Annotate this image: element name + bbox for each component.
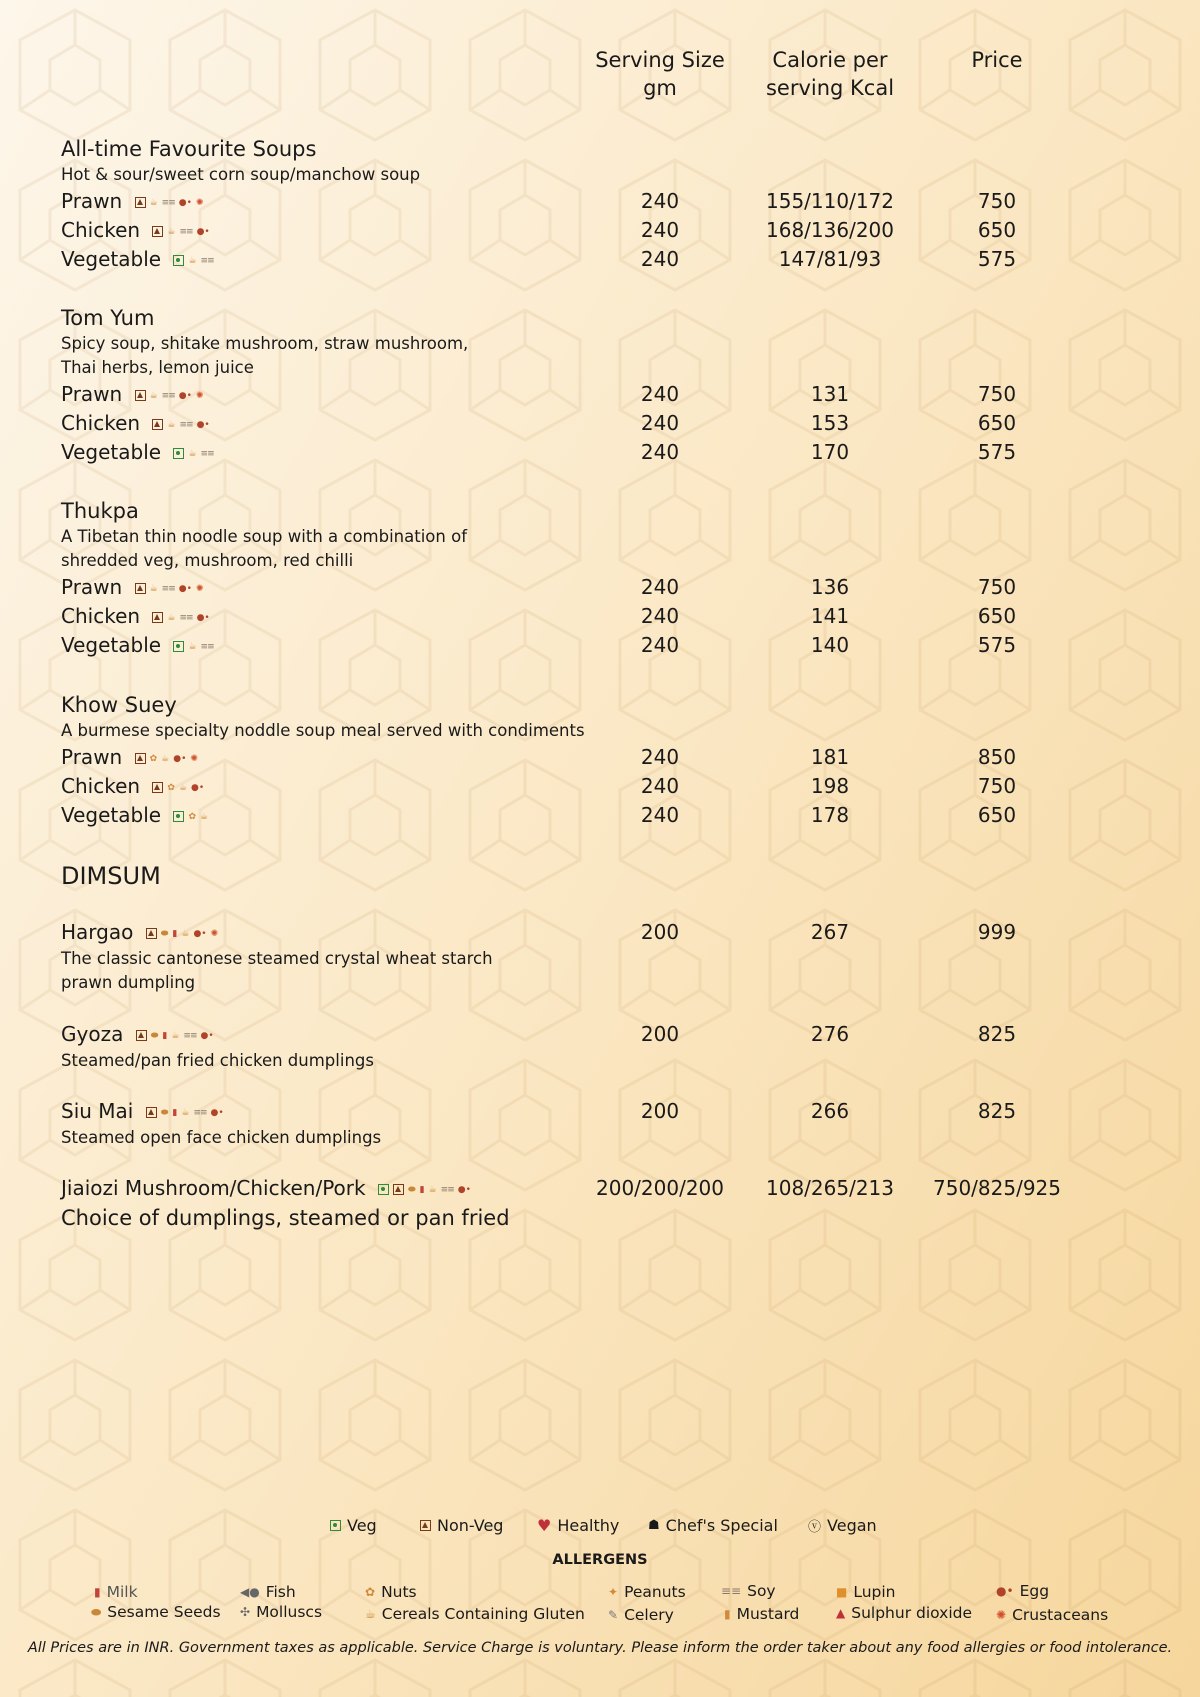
non-veg-icon bbox=[135, 390, 146, 401]
serving-size: 240 bbox=[640, 633, 680, 657]
non-veg-icon bbox=[135, 197, 146, 208]
heart-icon: ♥ bbox=[537, 1516, 552, 1535]
dietary-icons bbox=[152, 782, 204, 793]
calories: 136 bbox=[810, 575, 850, 599]
price: 750 bbox=[977, 189, 1017, 213]
legend-chef-special: ☗ Chef's Special bbox=[648, 1516, 778, 1535]
serving-size: 240 bbox=[640, 247, 680, 271]
sesame-icon: ⬬ bbox=[407, 1184, 416, 1195]
gluten-icon: ☕ bbox=[149, 583, 158, 594]
section-description: Thai herbs, lemon juice bbox=[61, 358, 254, 377]
item-description: Steamed open face chicken dumplings bbox=[61, 1128, 382, 1147]
crustaceans-icon: ✺ bbox=[195, 583, 204, 594]
egg-icon: ●• bbox=[178, 197, 192, 208]
price: 575 bbox=[977, 633, 1017, 657]
item-name: Prawn bbox=[61, 189, 123, 213]
allergen-egg: ●• Egg bbox=[996, 1582, 1050, 1600]
gluten-icon: ☕ bbox=[161, 753, 170, 764]
veg-icon bbox=[173, 448, 184, 459]
egg-icon: ●• bbox=[996, 1584, 1014, 1598]
non-veg-icon bbox=[146, 928, 157, 939]
egg-icon: ●• bbox=[193, 928, 207, 939]
price: 750 bbox=[977, 774, 1017, 798]
allergen-molluscs: ✣ Molluscs bbox=[240, 1603, 323, 1621]
price: 850 bbox=[977, 745, 1017, 769]
non-veg-icon bbox=[152, 419, 163, 430]
sulphur-dioxide-icon: ▲ bbox=[836, 1606, 846, 1620]
serving-size: 240 bbox=[640, 382, 680, 406]
veg-icon bbox=[173, 641, 184, 652]
serving-size: 240 bbox=[640, 803, 680, 827]
sesame-icon: ⬬ bbox=[150, 1030, 159, 1041]
allergen-nuts: ✿ Nuts bbox=[365, 1583, 417, 1601]
price: 650 bbox=[977, 218, 1017, 242]
nuts-icon: ✿ bbox=[167, 782, 175, 793]
legend-vegan: ⓥ Vegan bbox=[808, 1516, 877, 1535]
soy-icon: ≡≡ bbox=[200, 255, 214, 266]
serving-size: 240 bbox=[640, 745, 680, 769]
price: 650 bbox=[977, 411, 1017, 435]
allergen-peanuts: ✦ Peanuts bbox=[608, 1583, 686, 1601]
milk-icon: ▮ bbox=[419, 1184, 425, 1195]
menu-row bbox=[61, 918, 1161, 947]
non-veg-icon bbox=[420, 1520, 431, 1531]
menu-row bbox=[61, 631, 1161, 660]
dietary-icons bbox=[146, 1107, 224, 1118]
non-veg-icon bbox=[152, 226, 163, 237]
section-description: A burmese specialty noddle soup meal served with condiments bbox=[61, 721, 585, 740]
soy-icon: ≡≡ bbox=[721, 1584, 742, 1598]
nuts-icon: ✿ bbox=[365, 1585, 376, 1599]
milk-icon: ▮ bbox=[172, 1107, 178, 1118]
menu-row bbox=[61, 573, 1161, 602]
legend-healthy: ♥ Healthy bbox=[537, 1516, 620, 1535]
milk-icon: ▮ bbox=[162, 1030, 168, 1041]
egg-icon: ●• bbox=[178, 390, 192, 401]
soy-icon: ≡≡ bbox=[179, 612, 193, 623]
header-calorie: Calorie per serving Kcal bbox=[765, 48, 895, 100]
menu-row bbox=[61, 602, 1161, 631]
price: 650 bbox=[977, 803, 1017, 827]
soy-icon: ≡≡ bbox=[200, 448, 214, 459]
menu-row bbox=[61, 1097, 1161, 1126]
item-name: Gyoza bbox=[61, 1022, 124, 1046]
price: 999 bbox=[977, 920, 1017, 944]
soy-icon: ≡≡ bbox=[161, 197, 175, 208]
egg-icon: ●• bbox=[196, 612, 210, 623]
serving-size: 240 bbox=[640, 604, 680, 628]
soy-icon: ≡≡ bbox=[161, 390, 175, 401]
serving-size: 200 bbox=[640, 1022, 680, 1046]
dimsum-item-hargao bbox=[61, 918, 1161, 995]
nuts-icon: ✿ bbox=[188, 811, 196, 822]
price: 575 bbox=[977, 247, 1017, 271]
serving-size: 240 bbox=[640, 218, 680, 242]
calories: 198 bbox=[810, 774, 850, 798]
allergen-crustaceans: ✺ Crustaceans bbox=[996, 1606, 1109, 1624]
item-name: Chicken bbox=[61, 411, 141, 435]
sesame-icon: ⬬ bbox=[160, 1107, 169, 1118]
menu-row bbox=[61, 1174, 1161, 1203]
soy-icon: ≡≡ bbox=[440, 1184, 454, 1195]
dietary-icons bbox=[378, 1184, 471, 1195]
gluten-icon: ☕ bbox=[181, 928, 190, 939]
footer-note: All Prices are in INR. Government taxes as applicable. Service Charge is voluntary. Please inform the order taker about any food allergies or food intolerance. bbox=[27, 1640, 1173, 1656]
item-name: Vegetable bbox=[61, 440, 162, 464]
section-title: Thukpa bbox=[61, 499, 139, 523]
veg-icon bbox=[378, 1184, 389, 1195]
gluten-icon: ☕ bbox=[365, 1607, 376, 1621]
crustaceans-icon: ✺ bbox=[190, 753, 198, 764]
dietary-icons bbox=[173, 448, 213, 459]
veg-icon bbox=[173, 255, 184, 266]
allergen-gluten: ☕ Cereals Containing Gluten bbox=[365, 1605, 585, 1623]
serving-size: 200 bbox=[640, 920, 680, 944]
menu-row bbox=[61, 216, 1161, 245]
non-veg-icon bbox=[152, 782, 163, 793]
item-name: Prawn bbox=[61, 745, 123, 769]
menu-row bbox=[61, 245, 1161, 274]
legend-non-veg: Non-Veg bbox=[420, 1516, 503, 1535]
price: 750 bbox=[977, 575, 1017, 599]
lupin-icon: ■ bbox=[836, 1585, 848, 1599]
price: 750/825/925 bbox=[933, 1176, 1061, 1200]
header-serving-size: Serving Size gm bbox=[595, 48, 725, 100]
non-veg-icon bbox=[146, 1107, 157, 1118]
menu-row bbox=[61, 1020, 1161, 1049]
section-tom-yum bbox=[61, 304, 1161, 467]
dietary-icons bbox=[135, 753, 198, 764]
calories: 141 bbox=[810, 604, 850, 628]
section-thukpa bbox=[61, 497, 1161, 660]
section-title: Khow Suey bbox=[61, 693, 177, 717]
soy-icon: ≡≡ bbox=[183, 1030, 197, 1041]
dietary-icons bbox=[135, 197, 204, 208]
veg-icon bbox=[173, 811, 184, 822]
non-veg-icon bbox=[135, 583, 146, 594]
allergen-fish: ◀● Fish bbox=[240, 1583, 296, 1601]
milk-icon: ▮ bbox=[172, 928, 178, 939]
gluten-icon: ☕ bbox=[167, 226, 176, 237]
allergens-title: ALLERGENS bbox=[552, 1552, 648, 1568]
gluten-icon: ☕ bbox=[167, 419, 176, 430]
calories: 181 bbox=[810, 745, 850, 769]
celery-icon: ✎ bbox=[608, 1608, 619, 1622]
item-name: Chicken bbox=[61, 604, 141, 628]
item-name: Chicken bbox=[61, 774, 141, 798]
legend-veg: Veg bbox=[330, 1516, 377, 1535]
gluten-icon: ☕ bbox=[200, 811, 209, 822]
calories: 131 bbox=[810, 382, 850, 406]
serving-size: 240 bbox=[640, 575, 680, 599]
allergen-mustard: ▮ Mustard bbox=[724, 1605, 800, 1623]
section-description: Spicy soup, shitake mushroom, straw mushroom, bbox=[61, 334, 469, 353]
calories: 155/110/172 bbox=[766, 189, 894, 213]
serving-size: 240 bbox=[640, 440, 680, 464]
crustaceans-icon: ✺ bbox=[210, 928, 219, 939]
crustaceans-icon: ✺ bbox=[996, 1608, 1007, 1622]
calories: 267 bbox=[810, 920, 850, 944]
soy-icon: ≡≡ bbox=[161, 583, 175, 594]
calories: 266 bbox=[810, 1099, 850, 1123]
allergen-milk: ▮ Milk bbox=[94, 1583, 138, 1601]
egg-icon: ●• bbox=[173, 753, 187, 764]
chef-hat-icon: ☗ bbox=[648, 1518, 660, 1533]
calories: 140 bbox=[810, 633, 850, 657]
egg-icon: ●• bbox=[210, 1107, 224, 1118]
gluten-icon: ☕ bbox=[149, 197, 158, 208]
soy-icon: ≡≡ bbox=[179, 226, 193, 237]
price: 825 bbox=[977, 1022, 1017, 1046]
item-name: Vegetable bbox=[61, 803, 162, 827]
price: 825 bbox=[977, 1099, 1017, 1123]
milk-icon: ▮ bbox=[94, 1585, 101, 1599]
serving-size: 240 bbox=[640, 774, 680, 798]
gluten-icon: ☕ bbox=[171, 1030, 180, 1041]
serving-size: 240 bbox=[640, 411, 680, 435]
egg-icon: ●• bbox=[196, 419, 210, 430]
item-name: Hargao bbox=[61, 920, 134, 944]
price: 575 bbox=[977, 440, 1017, 464]
soy-icon: ≡≡ bbox=[193, 1107, 207, 1118]
gluten-icon: ☕ bbox=[188, 255, 197, 266]
veg-icon bbox=[330, 1520, 341, 1531]
dietary-icons bbox=[136, 1030, 214, 1041]
egg-icon: ●• bbox=[178, 583, 192, 594]
vegan-icon: ⓥ bbox=[808, 1520, 822, 1535]
item-description: Steamed/pan fried chicken dumplings bbox=[61, 1051, 374, 1070]
price: 750 bbox=[977, 382, 1017, 406]
dimsum-item-jiaiozi bbox=[61, 1174, 1161, 1233]
item-name: Siu Mai bbox=[61, 1099, 134, 1123]
dietary-icons bbox=[173, 641, 213, 652]
menu-row bbox=[61, 438, 1161, 467]
serving-size: 200 bbox=[640, 1099, 680, 1123]
item-name: Vegetable bbox=[61, 633, 162, 657]
item-name: Chicken bbox=[61, 218, 141, 242]
menu-row bbox=[61, 187, 1161, 216]
soy-icon: ≡≡ bbox=[179, 419, 193, 430]
egg-icon: ●• bbox=[457, 1184, 471, 1195]
egg-icon: ●• bbox=[200, 1030, 214, 1041]
gluten-icon: ☕ bbox=[149, 390, 158, 401]
calories: 178 bbox=[810, 803, 850, 827]
dimsum-heading: DIMSUM bbox=[61, 862, 161, 890]
section-description: shredded veg, mushroom, red chilli bbox=[61, 551, 354, 570]
allergen-soy: ≡≡ Soy bbox=[721, 1582, 776, 1600]
menu-row bbox=[61, 772, 1161, 801]
allergen-lupin: ■ Lupin bbox=[836, 1583, 896, 1601]
item-description: Choice of dumplings, steamed or pan fried bbox=[61, 1206, 510, 1230]
calories: 153 bbox=[810, 411, 850, 435]
dietary-icons bbox=[173, 811, 208, 822]
dietary-icons bbox=[173, 255, 213, 266]
item-name: Prawn bbox=[61, 575, 123, 599]
item-name: Jiaiozi Mushroom/Chicken/Pork bbox=[61, 1176, 366, 1200]
egg-icon: ●• bbox=[191, 782, 205, 793]
calories: 147/81/93 bbox=[778, 247, 882, 271]
section-title: Tom Yum bbox=[61, 306, 155, 330]
calories: 276 bbox=[810, 1022, 850, 1046]
gluten-icon: ☕ bbox=[428, 1184, 437, 1195]
non-veg-icon bbox=[136, 1030, 147, 1041]
gluten-icon: ☕ bbox=[181, 1107, 190, 1118]
price: 650 bbox=[977, 604, 1017, 628]
serving-size: 240 bbox=[640, 189, 680, 213]
menu-row bbox=[61, 380, 1161, 409]
section-title: All-time Favourite Soups bbox=[61, 137, 317, 161]
dietary-icons bbox=[135, 583, 204, 594]
crustaceans-icon: ✺ bbox=[195, 197, 204, 208]
section-khow-suey bbox=[61, 691, 1161, 830]
allergen-sesame: ⬬ Sesame Seeds bbox=[91, 1603, 221, 1621]
header-price: Price bbox=[971, 48, 1023, 72]
item-name: Prawn bbox=[61, 382, 123, 406]
menu-row bbox=[61, 743, 1161, 772]
soy-icon: ≡≡ bbox=[200, 641, 214, 652]
non-veg-icon bbox=[152, 612, 163, 623]
fish-icon: ◀● bbox=[240, 1585, 260, 1599]
dietary-icons bbox=[152, 612, 209, 623]
gluten-icon: ☕ bbox=[178, 782, 188, 793]
section-description: Hot & sour/sweet corn soup/manchow soup bbox=[61, 165, 421, 184]
molluscs-icon: ✣ bbox=[240, 1605, 251, 1619]
dietary-icons bbox=[146, 928, 218, 939]
calories: 168/136/200 bbox=[766, 218, 894, 242]
nuts-icon: ✿ bbox=[149, 753, 158, 764]
non-veg-icon bbox=[135, 753, 146, 764]
sesame-icon: ⬬ bbox=[91, 1604, 102, 1619]
sesame-icon: ⬬ bbox=[160, 928, 169, 939]
calories: 108/265/213 bbox=[766, 1176, 894, 1200]
dietary-icons bbox=[152, 419, 209, 430]
item-description: prawn dumpling bbox=[61, 973, 196, 992]
dimsum-item-siu-mai bbox=[61, 1097, 1161, 1150]
allergen-sulphur: ▲ Sulphur dioxide bbox=[836, 1604, 972, 1622]
menu-row bbox=[61, 409, 1161, 438]
gluten-icon: ☕ bbox=[188, 641, 197, 652]
menu-row bbox=[61, 801, 1161, 830]
egg-icon: ●• bbox=[196, 226, 210, 237]
item-description: The classic cantonese steamed crystal wheat starch bbox=[61, 949, 493, 968]
item-name: Vegetable bbox=[61, 247, 162, 271]
section-description: A Tibetan thin noodle soup with a combination of bbox=[61, 527, 468, 546]
serving-size: 200/200/200 bbox=[596, 1176, 724, 1200]
gluten-icon: ☕ bbox=[188, 448, 197, 459]
dietary-icons bbox=[135, 390, 204, 401]
dietary-icons bbox=[152, 226, 209, 237]
crustaceans-icon: ✺ bbox=[195, 390, 204, 401]
allergen-celery: ✎ Celery bbox=[608, 1606, 674, 1624]
dietary-legend bbox=[330, 1516, 930, 1540]
gluten-icon: ☕ bbox=[167, 612, 176, 623]
non-veg-icon bbox=[393, 1184, 404, 1195]
peanuts-icon: ✦ bbox=[608, 1585, 619, 1599]
dimsum-item-gyoza bbox=[61, 1020, 1161, 1073]
calories: 170 bbox=[810, 440, 850, 464]
mustard-icon: ▮ bbox=[724, 1607, 731, 1621]
section-all-time-favourite-soups bbox=[61, 135, 1161, 274]
